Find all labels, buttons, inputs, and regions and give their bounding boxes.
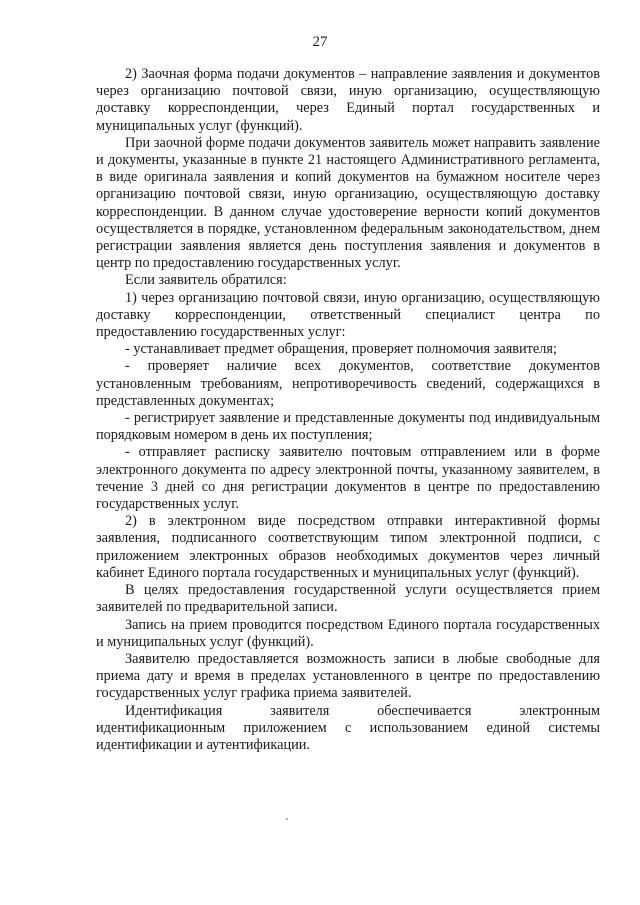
paragraph-postal-option: 1) через организацию почтовой связи, иную организацию, осуществляющую доставку корреспонденции, ответственный специалист центра по предоставлению государственных услуг: <box>96 289 600 341</box>
list-item-register-application: - регистрирует заявление и представленные документы под индивидуальным порядковым номером в день их поступления; <box>96 410 600 444</box>
paragraph-free-slots: Заявителю предоставляется возможность записи в любые свободные для приема дату и время в пределах установленного в центре по предоставлению государственных услуг графика приема заявителей. <box>96 650 600 702</box>
paragraph-correspondence-procedure: При заочной форме подачи документов заявитель может направить заявление и документы, указанные в пункте 21 настоящего Административного регламента, в виде оригинала заявления и копий документов на бумажном носителе через организацию почтовой связи, иную организацию, осуществляющую доставку корреспонденции. В данном случае удостоверение верности копий документов осуществляется в порядке, установленном федеральным законодательством, днем регистрации заявления является день поступления заявления и документов в центр по предоставлению государственных услуг. <box>96 134 600 272</box>
paragraph-pre-registration: В целях предоставления государственной услуги осуществляется прием заявителей по предварительной записи. <box>96 582 600 616</box>
paragraph-correspondence-form: 2) Заочная форма подачи документов – направление заявления и документов через организацию почтовой связи, иную организацию, осуществляющую доставку корреспонденции, через Единый портал государственных и муниципальных услуг (функций). <box>96 66 600 134</box>
scan-speck <box>286 818 288 820</box>
page-number: 27 <box>312 34 328 50</box>
paragraph-booking-portal: Запись на прием проводится посредством Единого портала государственных и муниципальных услуг (функций). <box>96 616 600 650</box>
list-item-send-receipt: - отправляет расписку заявителю почтовым отправлением или в форме электронного документа по адресу электронной почты, указанному заявителем, в течение 3 дней со дня регистрации документов в центре по предоставлению государственных услуг. <box>96 444 600 513</box>
paragraph-if-applicant-applied: Если заявитель обратился: <box>125 272 287 289</box>
list-item-check-documents: - проверяет наличие всех документов, соответствие документов установленным требованиям, непротиворечивость сведений, содержащихся в представленных документах; <box>96 358 600 409</box>
list-item-establish-subject: - устанавливает предмет обращения, проверяет полномочия заявителя; <box>125 341 557 358</box>
paragraph-electronic-option: 2) в электронном виде посредством отправки интерактивной формы заявления, подписанного соответствующим типом электронной подписи, с приложением электронных образов необходимых документов через личный кабинет Единого портала государственных и муниципальных услуг (функций). <box>96 513 600 581</box>
document-body <box>96 66 600 754</box>
paragraph-identification: Идентификация заявителя обеспечивается электронным идентификационным приложением с использованием единой системы идентификации и аутентификации. <box>96 702 600 753</box>
